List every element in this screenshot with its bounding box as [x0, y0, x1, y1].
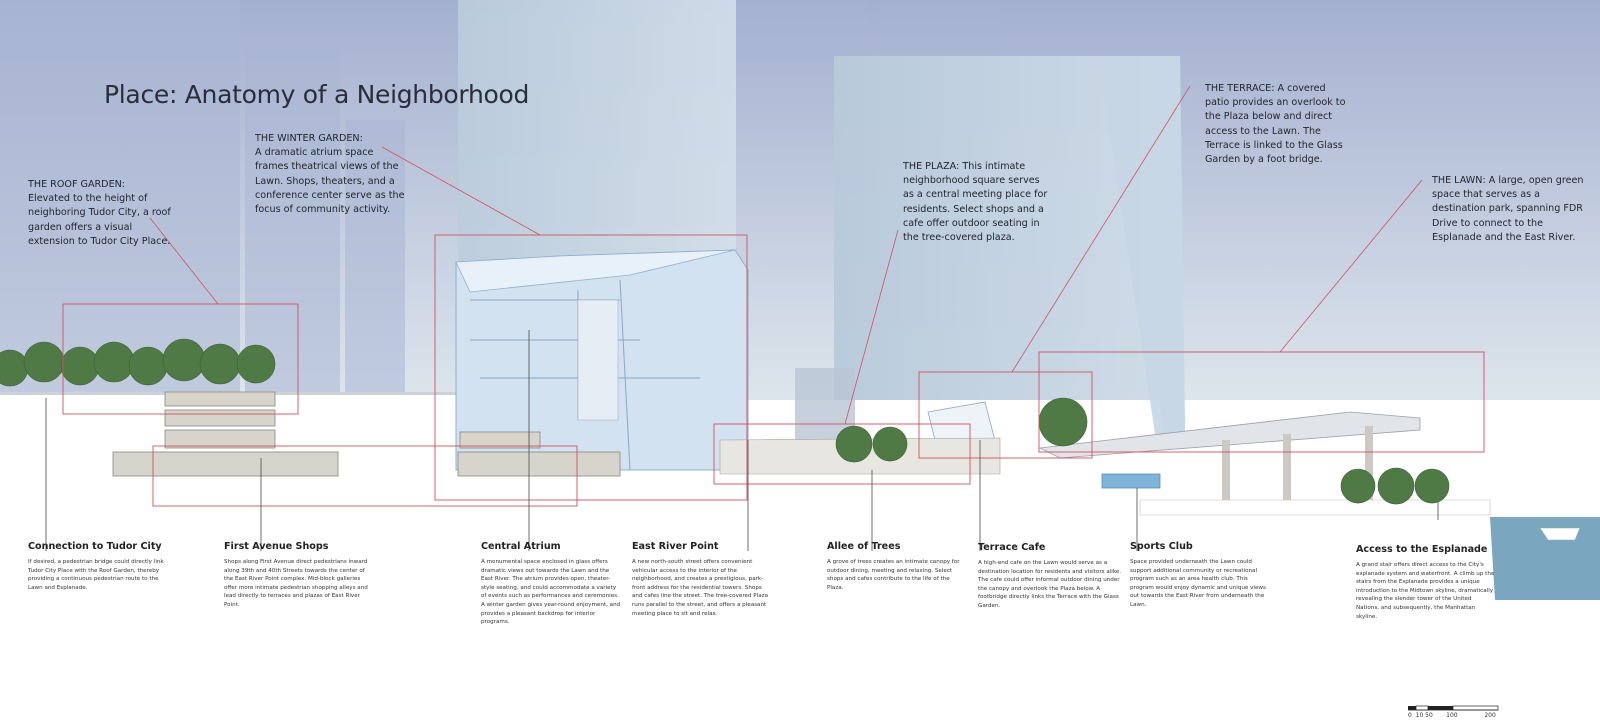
callout-winter-garden-text: A dramatic atrium space frames theatrical views of the Lawn. Shops, theaters, and a conference center serve as the focus of community activity.: [255, 147, 405, 216]
callout-roof-garden: [28, 178, 178, 249]
label-tudor-city: [28, 541, 174, 592]
callout-terrace-text: A covered patio provides an overlook to the Plaza below and direct access to the Lawn. The Terrace is linked to the Glass Garden by a foot bridge.: [1205, 83, 1346, 166]
label-esplanade: [1356, 544, 1496, 621]
label-first-avenue-shops-text: Shops along First Avenue direct pedestrians inward along 39th and 40th Streets towards the center of the East River Point complex. Mid-block galleries offer more intimate pedestrian shopping alleys and lead directly to terraces and plazas of East River Point.: [224, 559, 368, 608]
callout-roof-garden-text: Elevated to the height of neighboring Tudor City, a roof garden offers a visual extension to Tudor City Place.: [28, 193, 171, 247]
tree-crown: [836, 426, 872, 462]
label-allee-of-trees-title: Allee of Trees: [827, 541, 901, 552]
label-terrace-cafe-title: Terrace Cafe: [978, 542, 1046, 553]
tree-crown: [873, 427, 907, 461]
tree-crown: [1378, 468, 1414, 504]
tree-crown: [24, 342, 64, 382]
callout-roof-garden-heading: THE ROOF GARDEN:: [28, 179, 126, 190]
tree-crown: [1039, 398, 1087, 446]
label-east-river-point: [632, 541, 774, 618]
callout-lawn-text: A large, open green space that serves as a destination park, spanning FDR Drive to connect to the Esplanade and the East River.: [1432, 175, 1584, 243]
callout-lawn-heading: THE LAWN:: [1432, 175, 1486, 186]
callout-terrace-heading: THE TERRACE:: [1205, 83, 1275, 94]
callout-plaza-heading: THE PLAZA:: [903, 161, 960, 172]
tree-crown: [200, 344, 240, 384]
callout-plaza-text: This intimate neighborhood square serves as a central meeting place for residents. Select shops and a cafe offer outdoor seating in the tree-covered plaza.: [903, 161, 1048, 244]
tree-crown: [163, 339, 205, 381]
callout-terrace: [1205, 82, 1350, 167]
label-east-river-point-text: A new north-south street offers convenient vehicular access to the interior of the neighborhood, and creates a prestigious, park-front address for the residential towers. Shops and cafes line the street. The tree-covered Plaza runs parallel to the street, and offers a pleasant meeting place to sit and relax.: [632, 559, 769, 617]
callout-winter-garden-heading: THE WINTER GARDEN:: [255, 133, 363, 144]
label-terrace-cafe: [978, 542, 1124, 611]
label-sports-club: [1130, 541, 1272, 610]
label-allee-of-trees-text: A grove of trees creates an intimate canopy for outdoor dining, meeting and relaxing. Select shops and cafes contribute to the life of the Plaza.: [827, 559, 960, 591]
tree-crown: [94, 342, 134, 382]
label-sports-club-title: Sports Club: [1130, 541, 1193, 552]
label-tudor-city-text: If desired, a pedestrian bridge could directly link Tudor City Place with the Roof Garden, thereby providing a continuous pedestrian route to the Lawn and Esplanade.: [28, 559, 164, 591]
label-central-atrium: [481, 541, 621, 627]
callout-winter-garden: [255, 132, 405, 217]
tree-crown: [129, 347, 167, 385]
label-tudor-city-title: Connection to Tudor City: [28, 541, 162, 552]
label-esplanade-title: Access to the Esplanade: [1356, 544, 1488, 555]
sports-club-pool: [1102, 474, 1160, 488]
label-esplanade-text: A grand stair offers direct access to the City's esplanade system and waterfront. A climb up the stairs from the Esplanade provides a unique introduction to the Midtown skyline, dramatically revealing the slender tower of the United Nations, and subsequently, the Manhattan skyline.: [1356, 562, 1495, 620]
label-sports-club-text: Space provided underneath the Lawn could support additional community or recreational program such as an area health club. This program would enjoy dynamic and unique views out towards the East River from underneath the Lawn.: [1130, 559, 1266, 608]
tree-crown: [237, 345, 275, 383]
atrium-inner-block: [578, 300, 618, 420]
label-central-atrium-text: A monumental space enclosed in glass offers dramatic views out towards the Lawn and the East River. The atrium provides open, theater-style seating, and could accommodate a variety of events such as performances and ceremonies. A winter garden gives year-round enjoyment, and provides a pleasant backdrop for interior programs.: [481, 559, 621, 626]
callout-lawn: [1432, 174, 1592, 245]
label-first-avenue-shops: [224, 541, 370, 610]
tree-crown: [61, 347, 99, 385]
label-east-river-point-title: East River Point: [632, 541, 719, 552]
scale-tick-labels: 0 10 50 100 200: [1408, 712, 1496, 719]
callout-plaza: [903, 160, 1053, 245]
label-allee-of-trees: [827, 541, 963, 592]
page-title: Place: Anatomy of a Neighborhood: [104, 80, 530, 109]
scale-bar: [1408, 706, 1498, 710]
label-first-avenue-shops-title: First Avenue Shops: [224, 541, 329, 552]
label-terrace-cafe-text: A high-end cafe on the Lawn would serve as a destination location for residents and visitors alike. The cafe could offer informal outdoor dining under the canopy and overlook the Plaza below. A footbridge directly links the Terrace with the Glass Garden.: [978, 560, 1122, 609]
tree-crown: [1341, 469, 1375, 503]
label-central-atrium-title: Central Atrium: [481, 541, 561, 552]
tree-crown: [1415, 469, 1449, 503]
